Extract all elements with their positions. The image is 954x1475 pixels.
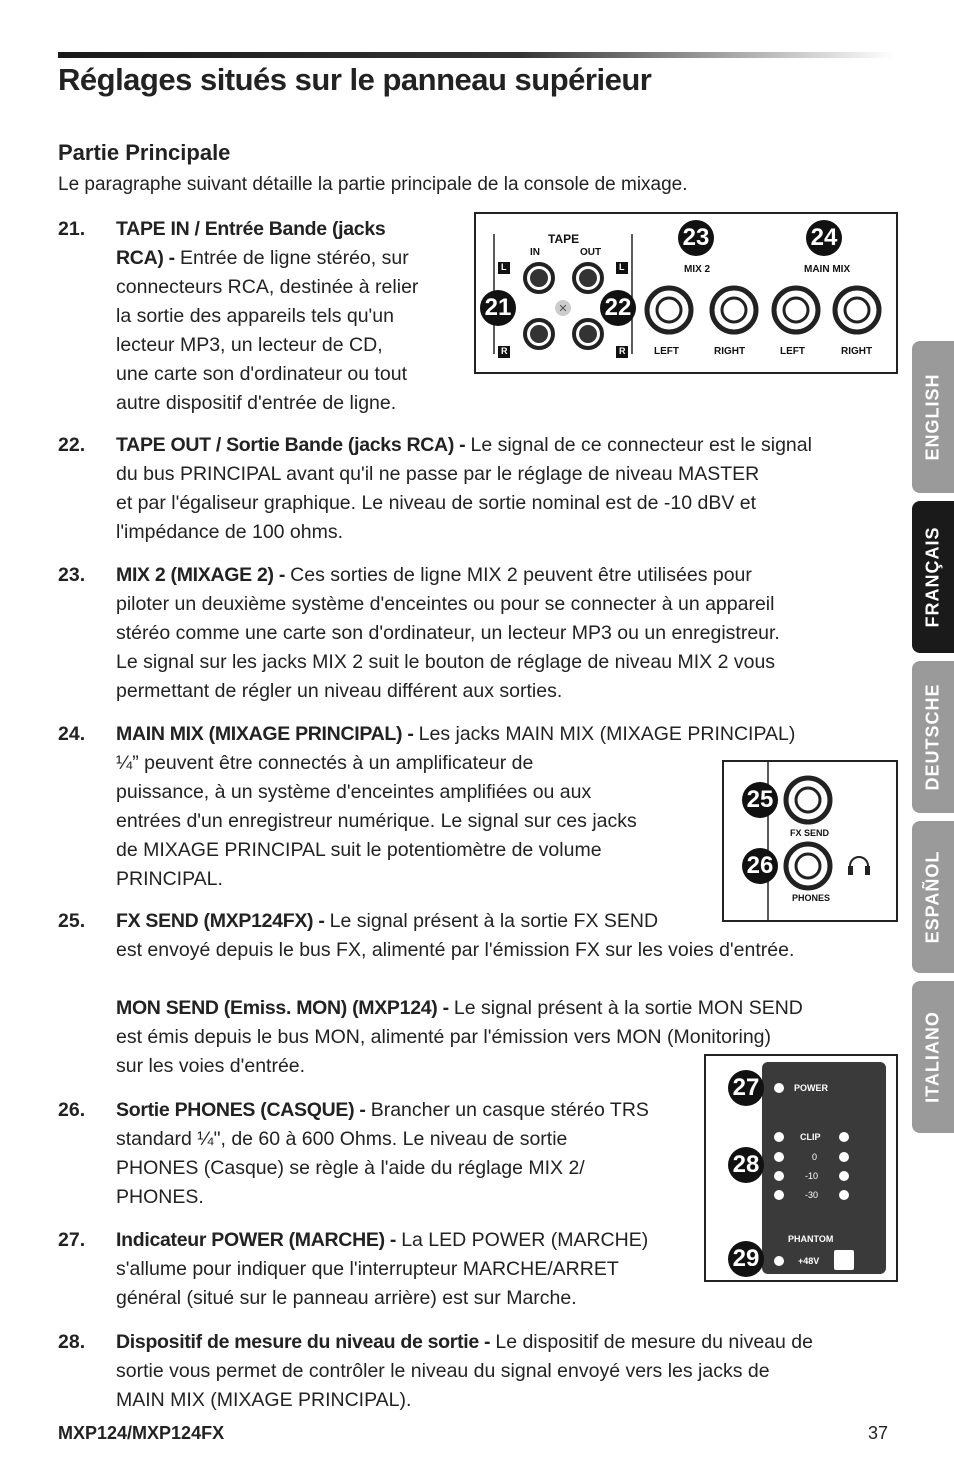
item-line — [116, 648, 894, 677]
item-line — [116, 1357, 894, 1386]
item-line — [116, 936, 894, 965]
item-text: PHONES. — [116, 1186, 204, 1208]
meter-led-right-4 — [839, 1190, 849, 1200]
item-line — [116, 1386, 894, 1415]
callout-22: 22 — [600, 290, 636, 326]
item-number: 26. — [58, 1099, 86, 1121]
item-text: La LED POWER (MARCHE) — [401, 1229, 649, 1251]
item-text: Le signal présent à la sortie MON SEND — [453, 997, 803, 1019]
meter-led-right-2 — [839, 1152, 849, 1162]
meter-figure — [704, 1054, 898, 1282]
callout-27: 27 — [728, 1070, 764, 1106]
item-line — [116, 720, 894, 749]
item-term: Sortie PHONES (CASQUE) - — [116, 1099, 371, 1121]
minus10-label: -10 — [805, 1171, 819, 1181]
item-text: stéréo comme une carte son d'ordinateur, un lecteur MP3 ou un enregistreur. — [116, 622, 780, 644]
meter-led-left-4 — [774, 1190, 784, 1200]
section-heading: Partie Principale — [58, 140, 231, 165]
tape-out-label: OUT — [580, 247, 602, 258]
fx-send-label: FX SEND — [790, 828, 830, 838]
item-text: Le signal de ce connecteur est le signal — [470, 434, 812, 456]
phantom-label: PHANTOM — [788, 1234, 834, 1244]
item-text: autre dispositif d'entrée de ligne. — [116, 392, 397, 414]
item-number: 22. — [58, 434, 86, 456]
item-text: Ces sorties de ligne MIX 2 peuvent être utilisées pour — [290, 564, 752, 586]
item-text: du bus PRINCIPAL avant qu'il ne passe par le réglage de niveau MASTER — [116, 463, 760, 485]
item-text: MAIN MIX (MIXAGE PRINCIPAL). — [116, 1389, 412, 1411]
meter-led-right-3 — [839, 1171, 849, 1181]
item-text: PHONES (Casque) se règle à l'aide du réglage MIX 2/ — [116, 1157, 585, 1179]
item-2 — [58, 561, 894, 706]
item-text: puissance, à un système d'enceintes amplifiées ou aux — [116, 781, 592, 803]
item-text: connecteurs RCA, destinée à relier — [116, 276, 419, 298]
callout-21: 21 — [480, 290, 516, 326]
section-intro: Le paragraphe suivant détaille la partie principale de la console de mixage. — [58, 174, 688, 195]
item-text: est envoyé depuis le bus FX, alimenté par l'émission FX sur les voies d'entrée. — [116, 939, 795, 961]
item-text: Le dispositif de mesure du niveau de — [495, 1331, 813, 1353]
item-text: l'impédance de 100 ohms. — [116, 521, 344, 543]
item-term: Indicateur POWER (MARCHE) - — [116, 1229, 402, 1251]
item-line — [116, 965, 894, 994]
item-text: Le signal présent à la sortie FX SEND — [329, 910, 659, 932]
tab-italiano[interactable] — [912, 981, 954, 1133]
item-line — [116, 518, 894, 547]
item-text: est émis depuis le bus MON, alimenté par l'émission vers MON (Monitoring) — [116, 1026, 772, 1048]
item-text: piloter un deuxième système d'enceintes ou pour se connecter à un appareil — [116, 593, 775, 615]
main-right-label: RIGHT — [841, 346, 873, 357]
item-term: TAPE OUT / Sortie Bande (jacks RCA) - — [116, 434, 471, 456]
tab-deutsche[interactable] — [912, 661, 954, 813]
callout-29: 29 — [728, 1241, 764, 1277]
item-line — [116, 1023, 894, 1052]
tab-espanol[interactable] — [912, 821, 954, 973]
item-text: de MIXAGE PRINCIPAL suit le potentiomètre de volume — [116, 839, 602, 861]
mix2-right-label: RIGHT — [714, 346, 746, 357]
mix2-left-label: LEFT — [654, 346, 679, 357]
header-rule — [58, 52, 894, 58]
item-term: MAIN MIX (MIXAGE PRINCIPAL) - — [116, 723, 419, 745]
item-1 — [58, 431, 894, 547]
item-7 — [58, 1328, 894, 1415]
item-number: 21. — [58, 218, 86, 240]
item-term: MIX 2 (MIXAGE 2) - — [116, 564, 291, 586]
item-term: MON SEND (Emiss. MON) (MXP124) - — [116, 997, 454, 1019]
callout-28: 28 — [728, 1147, 764, 1183]
callout-24: 24 — [806, 220, 842, 256]
svg-text:✕: ✕ — [558, 303, 568, 315]
item-line — [116, 1328, 894, 1357]
tape-label: TAPE — [548, 232, 580, 246]
item-line — [116, 389, 894, 418]
right-l-label: L — [619, 262, 625, 272]
item-line — [116, 677, 894, 706]
item-text: la sortie des appareils tels qu'un — [116, 305, 394, 327]
minus30-label: -30 — [805, 1190, 819, 1200]
item-term: FX SEND (MXP124FX) - — [116, 910, 330, 932]
tab-francais-label: FRANÇAIS — [922, 526, 943, 628]
item-number: 28. — [58, 1331, 86, 1353]
item-text: standard ¼", de 60 à 600 Ohms. Le niveau de sortie — [116, 1128, 568, 1150]
meter-led-left-3 — [774, 1171, 784, 1181]
item-line — [116, 994, 894, 1023]
mix2-label: MIX 2 — [684, 264, 711, 275]
tab-espanol-label: ESPAÑOL — [922, 850, 943, 944]
item-text: Brancher un casque stéréo TRS — [370, 1099, 649, 1121]
item-text: Entrée de ligne stéréo, sur — [179, 247, 409, 269]
item-text: entrées d'un enregistreur numérique. Le signal sur ces jacks — [116, 810, 637, 832]
fx-phones-figure — [722, 760, 898, 922]
item-line — [116, 619, 894, 648]
item-text: permettant de régler un niveau différent aux sorties. — [116, 680, 563, 702]
item-number: 24. — [58, 723, 86, 745]
item-text: PRINCIPAL. — [116, 868, 223, 890]
tab-francais[interactable] — [912, 501, 954, 653]
item-text: Les jacks MAIN MIX (MIXAGE PRINCIPAL) — [418, 723, 796, 745]
power-led — [774, 1083, 784, 1093]
meter-led-right-1 — [839, 1132, 849, 1142]
tab-italiano-label: ITALIANO — [922, 1011, 943, 1103]
item-text: lecteur MP3, un lecteur de CD, — [116, 334, 383, 356]
callout-25: 25 — [742, 782, 778, 818]
meter-led-left-2 — [774, 1152, 784, 1162]
item-line — [116, 489, 894, 518]
item-text: sur les voies d'entrée. — [116, 1055, 306, 1077]
item-number: 25. — [58, 910, 86, 932]
phantom-switch — [834, 1250, 854, 1270]
tab-english[interactable] — [912, 341, 954, 493]
item-number: 23. — [58, 564, 86, 586]
item-term: RCA) - — [116, 247, 180, 269]
mainmix-label: MAIN MIX — [804, 264, 851, 275]
phones-label: PHONES — [792, 893, 831, 903]
left-l-label: L — [501, 262, 507, 272]
item-line — [116, 1284, 894, 1313]
item-term: Dispositif de mesure du niveau de sortie - — [116, 1331, 496, 1353]
item-text: ¼” peuvent être connectés à un amplificateur de — [116, 752, 534, 774]
item-number: 27. — [58, 1229, 86, 1251]
footer-model: MXP124/MXP124FX — [58, 1423, 225, 1443]
tape-in-label: IN — [530, 247, 540, 258]
tape-mix-figure — [474, 212, 898, 374]
item-line — [116, 561, 894, 590]
item-text: général (situé sur le panneau arrière) est sur Marche. — [116, 1287, 577, 1309]
phantom-48v-label: +48V — [798, 1256, 820, 1266]
item-text: Le signal sur les jacks MIX 2 suit le bouton de réglage de niveau MIX 2 vous — [116, 651, 776, 673]
item-text: sortie vous permet de contrôler le niveau du signal envoyé vers les jacks de — [116, 1360, 770, 1382]
phantom-led — [774, 1256, 784, 1266]
page-title: Réglages situés sur le panneau supérieur — [58, 62, 652, 97]
item-line — [116, 460, 894, 489]
main-left-label: LEFT — [780, 346, 805, 357]
left-r-label: R — [501, 346, 508, 356]
zero-label: 0 — [812, 1152, 818, 1162]
clip-label: CLIP — [800, 1132, 821, 1142]
power-label: POWER — [794, 1083, 829, 1093]
tab-english-label: ENGLISH — [922, 373, 943, 461]
item-text: et par l'égaliseur graphique. Le niveau de sortie nominal est de -10 dBV et — [116, 492, 757, 514]
item-line — [116, 431, 894, 460]
right-r-label: R — [619, 346, 626, 356]
item-text: s'allume pour indiquer que l'interrupteur MARCHE/ARRET — [116, 1258, 619, 1280]
item-line — [116, 590, 894, 619]
page-number: 37 — [868, 1423, 889, 1443]
item-text: une carte son d'ordinateur ou tout — [116, 363, 408, 385]
tab-deutsche-label: DEUTSCHE — [922, 683, 943, 791]
callout-26: 26 — [742, 848, 778, 884]
callout-23: 23 — [678, 220, 714, 256]
item-term: TAPE IN / Entrée Bande (jacks — [116, 218, 386, 240]
meter-led-left-1 — [774, 1132, 784, 1142]
